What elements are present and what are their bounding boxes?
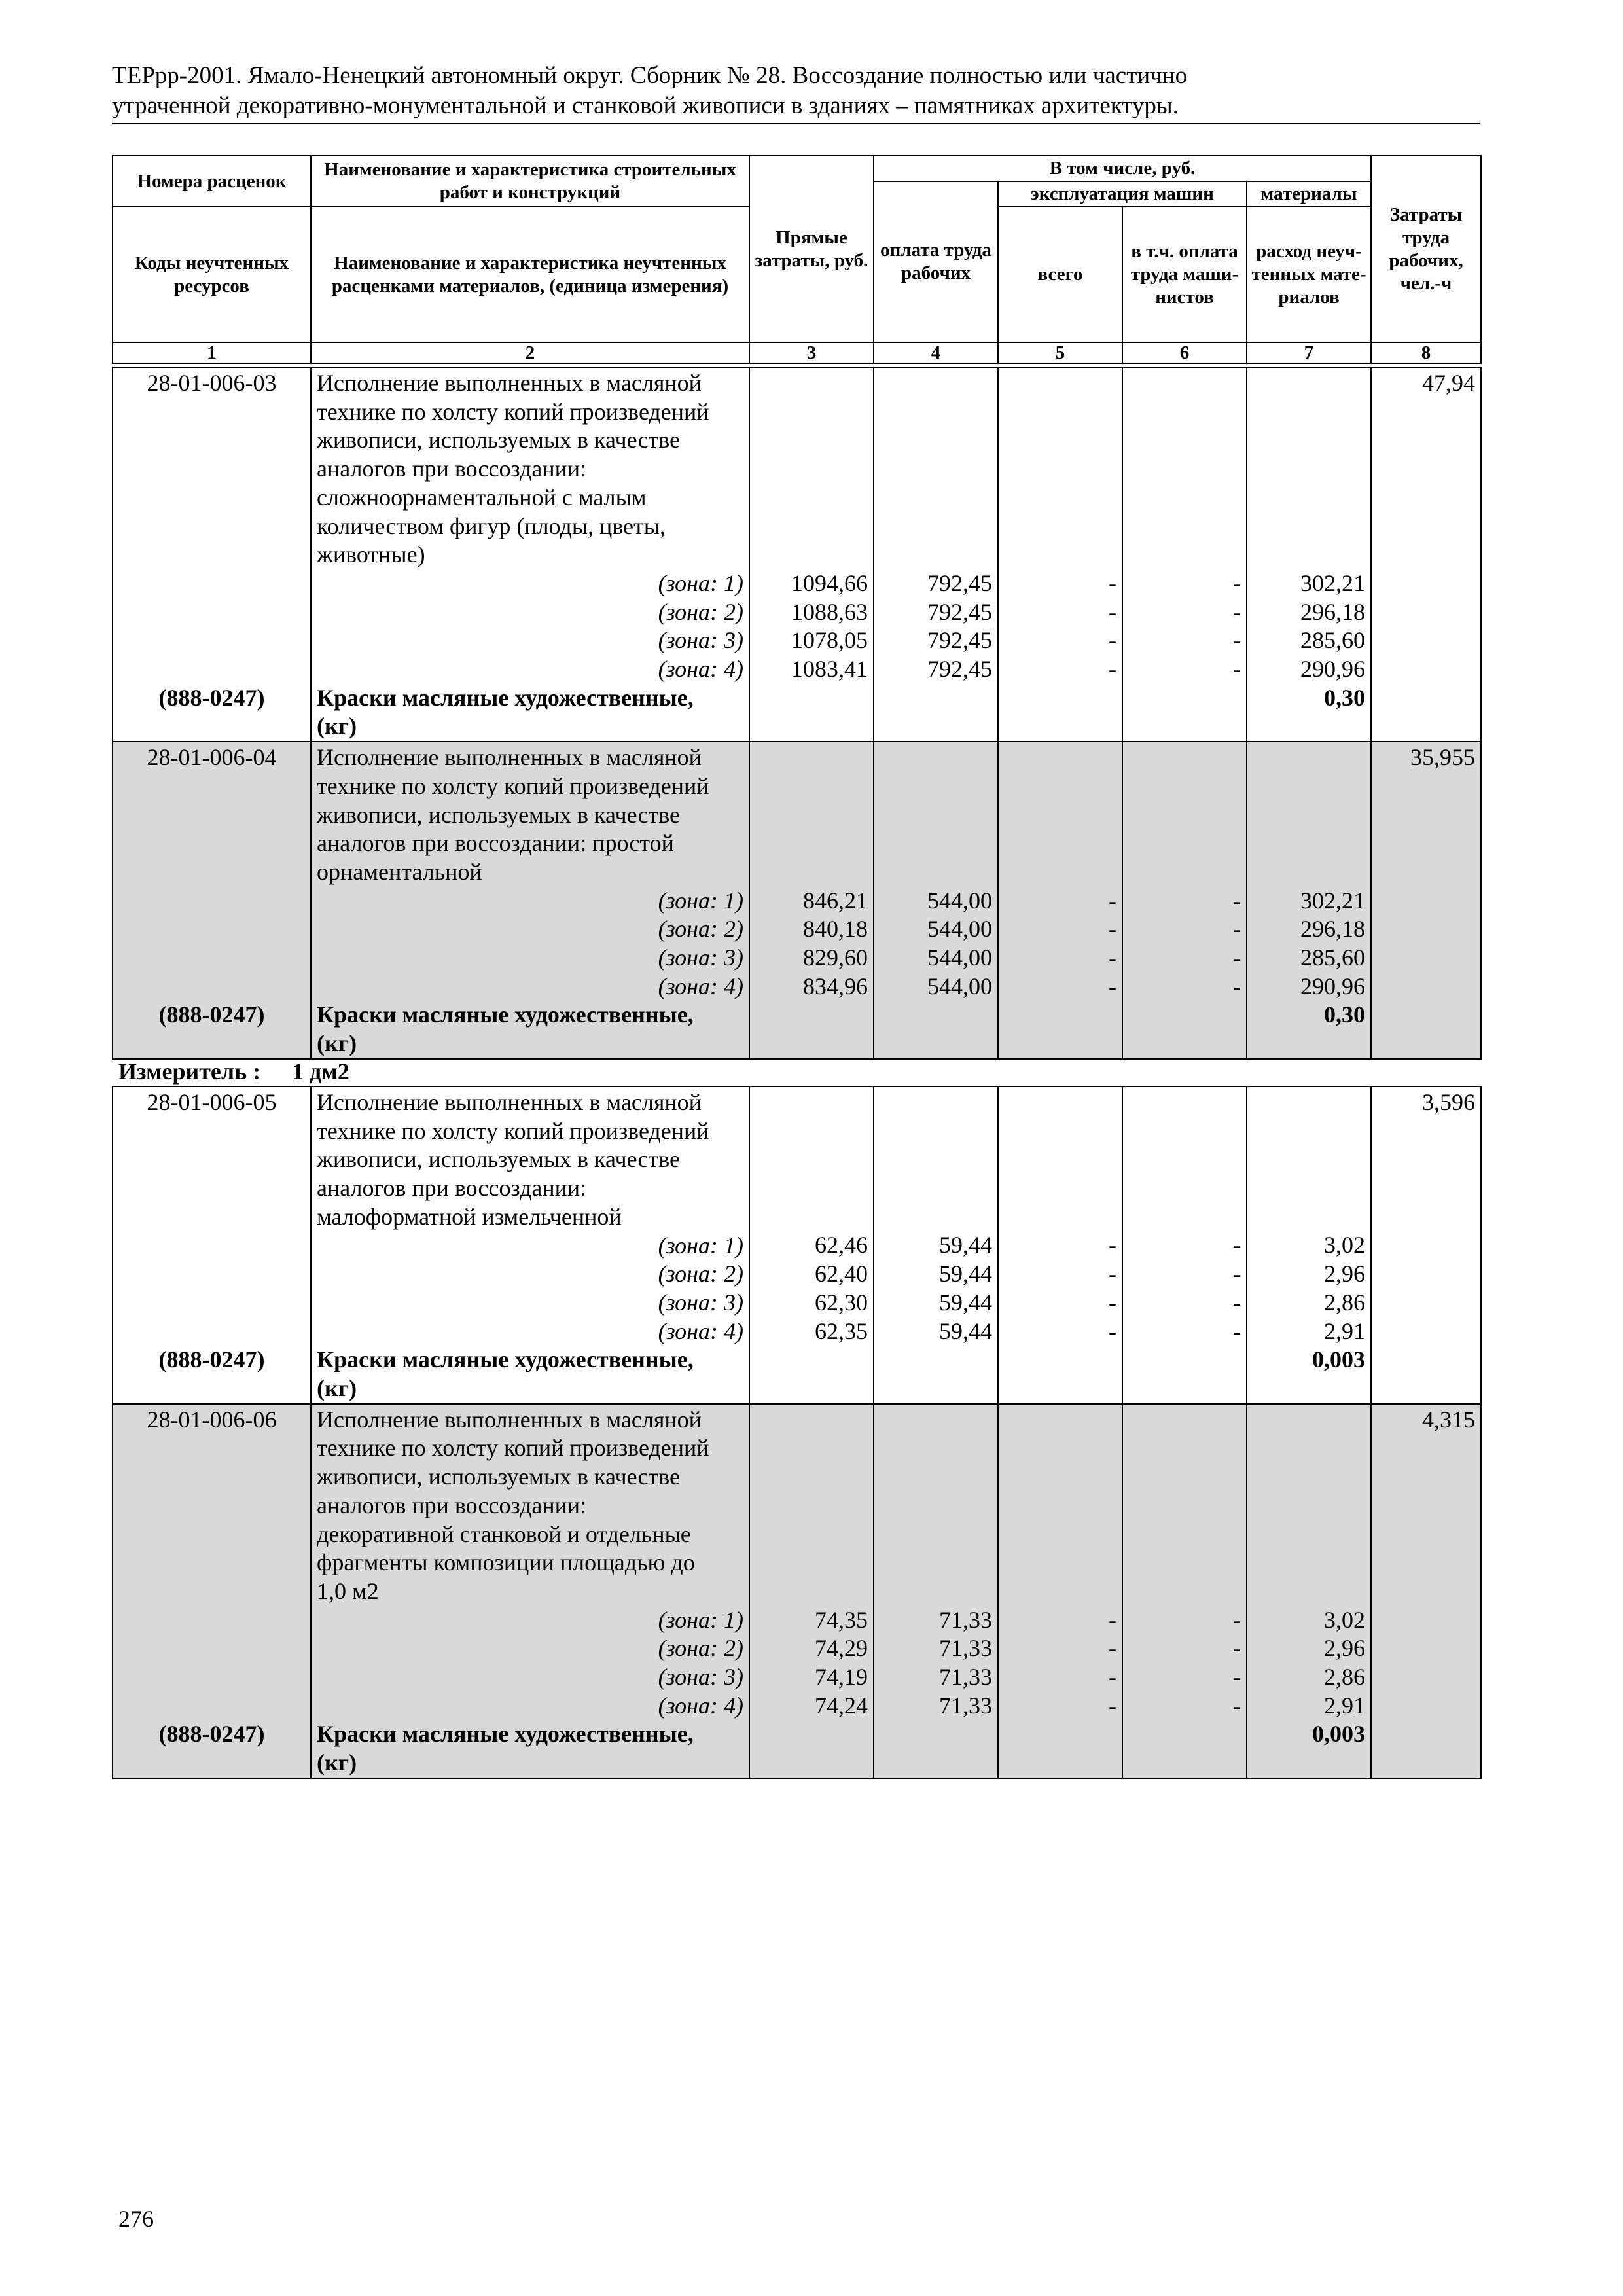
direct-costs-value: 62,30 — [815, 1289, 868, 1316]
workers-pay-value: 59,44 — [939, 1318, 992, 1344]
description-line: сложноорнаментальной с малым — [317, 484, 647, 511]
machines-total-value: - — [1109, 973, 1116, 999]
materials-value: 3,02 — [1324, 1232, 1365, 1259]
machinists-pay-value: - — [1233, 627, 1241, 654]
rate-code: 28-01-006-03 — [147, 370, 277, 396]
header-rule — [112, 123, 1480, 124]
workers-pay-value: 71,33 — [939, 1663, 992, 1690]
resource-qty: 0,30 — [1324, 684, 1365, 711]
materials-value: 2,86 — [1324, 1289, 1365, 1316]
resource-name: Краски масляные художественные, — [317, 1721, 694, 1748]
col-work-name: Наименование и характеристика строительных работ и конструкций — [311, 156, 749, 207]
workers-pay-value: 792,45 — [927, 655, 992, 682]
description-line: 1,0 м2 — [317, 1577, 379, 1604]
machines-total-value: - — [1109, 1692, 1116, 1719]
machines-total-value: - — [1109, 1232, 1116, 1259]
table-row — [113, 367, 1481, 742]
materials-value: 2,96 — [1324, 1635, 1365, 1662]
col-machines: эксплуатация машин — [998, 181, 1247, 207]
machines-total-value: - — [1109, 569, 1116, 596]
materials-value: 2,91 — [1324, 1318, 1365, 1344]
rate-code-cell — [113, 742, 311, 1059]
resource-qty: 0,003 — [1312, 1346, 1365, 1373]
resource-name: Краски масляные художественные, — [317, 1001, 694, 1028]
labor-costs-value: 47,94 — [1422, 370, 1475, 396]
description-line: орнаментальной — [317, 858, 482, 885]
resource-qty: 0,30 — [1324, 1001, 1365, 1028]
description-line: живописи, используемых в качестве — [317, 801, 680, 828]
workers-pay-value: 544,00 — [927, 916, 992, 942]
workers-pay-value: 71,33 — [939, 1692, 992, 1719]
workers-pay-cell — [874, 742, 998, 1059]
materials-value: 3,02 — [1324, 1606, 1365, 1633]
description-line: технике по холсту копий произведений — [317, 1117, 709, 1144]
machinists-pay-cell — [1122, 742, 1247, 1059]
materials-cell — [1247, 367, 1371, 742]
machines-total-value: - — [1109, 1318, 1116, 1344]
machinists-pay-value: - — [1233, 1318, 1241, 1344]
col-number: 2 — [311, 342, 749, 363]
direct-costs-value: 834,96 — [803, 973, 868, 999]
resource-name: (кг) — [317, 1375, 357, 1402]
zone-label: (зона: 3) — [658, 627, 743, 654]
direct-costs-value: 74,19 — [815, 1663, 868, 1690]
measure-value: 1 дм2 — [292, 1058, 349, 1085]
machinists-pay-cell — [1122, 1086, 1247, 1404]
description-line: технике по холсту копий произведений — [317, 772, 709, 799]
workers-pay-value: 792,45 — [927, 569, 992, 596]
resource-name: (кг) — [317, 1749, 357, 1776]
machinists-pay-cell — [1122, 1404, 1247, 1778]
direct-costs-value: 74,24 — [815, 1692, 868, 1719]
direct-costs-value: 1083,41 — [791, 655, 868, 682]
machines-total-value: - — [1109, 1289, 1116, 1316]
labor-costs-cell — [1371, 742, 1481, 1059]
col-rate-numbers: Номера расценок — [113, 156, 311, 207]
description-line: животные) — [317, 541, 425, 568]
machinists-pay-value: - — [1233, 1606, 1241, 1633]
rate-code: 28-01-006-06 — [147, 1406, 277, 1433]
table-header — [112, 155, 1482, 364]
workers-pay-value: 544,00 — [927, 973, 992, 999]
machines-total-value: - — [1109, 944, 1116, 971]
zone-label: (зона: 3) — [658, 1289, 743, 1316]
resource-qty: 0,003 — [1312, 1721, 1365, 1748]
machines-total-value: - — [1109, 627, 1116, 654]
materials-value: 2,86 — [1324, 1663, 1365, 1690]
description-line: аналогов при воссоздании: — [317, 1492, 587, 1518]
col-number: 3 — [749, 342, 874, 363]
labor-costs-value: 35,955 — [1410, 744, 1475, 771]
machinists-pay-value: - — [1233, 1289, 1241, 1316]
resource-name: Краски масляные художественные, — [317, 684, 694, 711]
machines-total-cell — [998, 1404, 1122, 1778]
direct-costs-value: 62,46 — [815, 1232, 868, 1259]
machinists-pay-value: - — [1233, 1635, 1241, 1662]
workers-pay-value: 792,45 — [927, 627, 992, 654]
labor-costs-value: 3,596 — [1422, 1089, 1475, 1115]
materials-value: 296,18 — [1300, 598, 1365, 625]
zone-label: (зона: 3) — [658, 944, 743, 971]
col-direct-costs: Прямые затраты, руб. — [749, 156, 874, 342]
rate-code: 28-01-006-04 — [147, 744, 277, 771]
page-header — [112, 61, 1480, 121]
materials-value: 296,18 — [1300, 916, 1365, 942]
workers-pay-cell — [874, 1086, 998, 1404]
workers-pay-value: 59,44 — [939, 1232, 992, 1259]
col-materials: материалы — [1247, 181, 1371, 207]
machinists-pay-value: - — [1233, 598, 1241, 625]
workers-pay-value: 71,33 — [939, 1606, 992, 1633]
zone-label: (зона: 2) — [658, 1635, 743, 1662]
direct-costs-cell — [749, 1404, 874, 1778]
col-consumption: расход неуч-тенных мате-риалов — [1247, 207, 1371, 342]
materials-cell — [1247, 1086, 1371, 1404]
col-number: 7 — [1247, 342, 1371, 363]
zone-label: (зона: 4) — [658, 973, 743, 999]
materials-value: 302,21 — [1300, 887, 1365, 914]
labor-costs-cell — [1371, 1404, 1481, 1778]
direct-costs-cell — [749, 1086, 874, 1404]
workers-pay-value: 71,33 — [939, 1635, 992, 1662]
description-line: технике по холсту копий произведений — [317, 398, 709, 425]
description-line: Исполнение выполненных в масляной — [317, 1406, 702, 1433]
description-line: аналогов при воссоздании: — [317, 1175, 587, 1202]
col-number: 1 — [113, 342, 311, 363]
machines-total-value: - — [1109, 1261, 1116, 1287]
header-line-1: ТЕРрр-2001. Ямало-Ненецкий автономный округ. Сборник № 28. Воссоздание полностью или частично — [112, 62, 1188, 89]
direct-costs-value: 74,35 — [815, 1606, 868, 1633]
col-number: 6 — [1122, 342, 1247, 363]
resource-code: (888-0247) — [158, 1346, 265, 1373]
description-line: декоративной станковой и отдельные — [317, 1520, 691, 1547]
direct-costs-value: 62,35 — [815, 1318, 868, 1344]
zone-label: (зона: 1) — [658, 1232, 743, 1259]
machinists-pay-value: - — [1233, 887, 1241, 914]
col-including: В том числе, руб. — [874, 156, 1371, 181]
machines-total-value: - — [1109, 655, 1116, 682]
rates-table-1 — [112, 367, 1482, 1060]
machinists-pay-value: - — [1233, 1692, 1241, 1719]
direct-costs-value: 1094,66 — [791, 569, 868, 596]
col-incl-machinists: в т.ч. оплата труда маши-нистов — [1122, 207, 1247, 342]
labor-costs-value: 4,315 — [1422, 1406, 1475, 1433]
resource-name: (кг) — [317, 713, 357, 740]
materials-value: 285,60 — [1300, 944, 1365, 971]
materials-cell — [1247, 1404, 1371, 1778]
machinists-pay-value: - — [1233, 655, 1241, 682]
col-total: всего — [998, 207, 1122, 342]
resource-name: (кг) — [317, 1030, 357, 1057]
rate-code-cell — [113, 1404, 311, 1778]
resource-code: (888-0247) — [158, 1001, 265, 1028]
materials-value: 290,96 — [1300, 973, 1365, 999]
measure-label: Измеритель : — [118, 1058, 261, 1085]
col-number: 5 — [998, 342, 1122, 363]
zone-label: (зона: 1) — [658, 887, 743, 914]
rate-code-cell — [113, 367, 311, 742]
direct-costs-value: 1078,05 — [791, 627, 868, 654]
direct-costs-value: 829,60 — [803, 944, 868, 971]
description-line: фрагменты композиции площадью до — [317, 1549, 695, 1576]
description-line: живописи, используемых в качестве — [317, 427, 680, 454]
materials-value: 285,60 — [1300, 627, 1365, 654]
rate-code: 28-01-006-05 — [147, 1089, 277, 1115]
machines-total-value: - — [1109, 1606, 1116, 1633]
labor-costs-cell — [1371, 367, 1481, 742]
col-number: 8 — [1371, 342, 1481, 363]
table-row — [113, 1404, 1481, 1778]
resource-code: (888-0247) — [158, 1721, 265, 1748]
workers-pay-value: 544,00 — [927, 944, 992, 971]
zone-label: (зона: 4) — [658, 1318, 743, 1344]
zone-label: (зона: 4) — [658, 656, 743, 683]
machines-total-value: - — [1109, 916, 1116, 942]
rate-description-cell — [311, 742, 749, 1059]
workers-pay-value: 59,44 — [939, 1289, 992, 1316]
description-line: аналогов при воссоздании: — [317, 456, 587, 482]
machines-total-cell — [998, 367, 1122, 742]
rate-description-cell — [311, 367, 749, 742]
labor-costs-cell — [1371, 1086, 1481, 1404]
workers-pay-cell — [874, 367, 998, 742]
machines-total-value: - — [1109, 1663, 1116, 1690]
zone-label: (зона: 2) — [658, 598, 743, 625]
direct-costs-value: 74,29 — [815, 1635, 868, 1662]
col-codes: Коды неучтенных ресурсов — [113, 207, 311, 342]
rate-description-cell — [311, 1404, 749, 1778]
measure-line — [118, 1057, 349, 1086]
machinists-pay-value: - — [1233, 569, 1241, 596]
materials-value: 2,91 — [1324, 1692, 1365, 1719]
zone-label: (зона: 1) — [658, 569, 743, 596]
description-line: малоформатной измельченной — [317, 1203, 622, 1230]
machines-total-value: - — [1109, 887, 1116, 914]
col-material-name: Наименование и характеристика неучтенных расценками материалов, (единица измерения) — [311, 207, 749, 342]
machinists-pay-value: - — [1233, 944, 1241, 971]
workers-pay-value: 59,44 — [939, 1261, 992, 1287]
zone-label: (зона: 3) — [658, 1664, 743, 1691]
direct-costs-cell — [749, 742, 874, 1059]
materials-value: 290,96 — [1300, 655, 1365, 682]
zone-label: (зона: 2) — [658, 1261, 743, 1287]
resource-code: (888-0247) — [158, 684, 265, 711]
machines-total-cell — [998, 1086, 1122, 1404]
direct-costs-value: 62,40 — [815, 1261, 868, 1287]
rate-code-cell — [113, 1086, 311, 1404]
page-number: 276 — [118, 2206, 154, 2232]
direct-costs-value: 846,21 — [803, 887, 868, 914]
description-line: аналогов при воссоздании: простой — [317, 830, 674, 857]
header-line-2: утраченной декоративно-монументальной и станковой живописи в зданиях – памятниках архитектуры. — [112, 92, 1179, 119]
direct-costs-value: 1088,63 — [791, 598, 868, 625]
zone-label: (зона: 4) — [658, 1692, 743, 1719]
description-line: Исполнение выполненных в масляной — [317, 1089, 702, 1115]
machinists-pay-value: - — [1233, 1663, 1241, 1690]
direct-costs-value: 840,18 — [803, 916, 868, 942]
description-line: технике по холсту копий произведений — [317, 1435, 709, 1462]
machinists-pay-cell — [1122, 367, 1247, 742]
materials-value: 302,21 — [1300, 569, 1365, 596]
resource-name: Краски масляные художественные, — [317, 1346, 694, 1373]
machines-total-value: - — [1109, 598, 1116, 625]
description-line: Исполнение выполненных в масляной — [317, 744, 702, 771]
col-labor-costs: Затраты труда рабочих, чел.-ч — [1371, 156, 1481, 342]
zone-label: (зона: 2) — [658, 916, 743, 942]
rates-table-2 — [112, 1086, 1482, 1779]
machines-total-value: - — [1109, 1635, 1116, 1662]
machinists-pay-value: - — [1233, 973, 1241, 999]
table-row — [113, 742, 1481, 1059]
description-line: количеством фигур (плоды, цветы, — [317, 512, 666, 539]
col-number: 4 — [874, 342, 998, 363]
machinists-pay-value: - — [1233, 1261, 1241, 1287]
workers-pay-value: 544,00 — [927, 887, 992, 914]
rate-description-cell — [311, 1086, 749, 1404]
description-line: живописи, используемых в качестве — [317, 1146, 680, 1173]
table-row — [113, 1086, 1481, 1404]
description-line: Исполнение выполненных в масляной — [317, 370, 702, 396]
description-line: живописи, используемых в качестве — [317, 1463, 680, 1490]
materials-value: 2,96 — [1324, 1261, 1365, 1287]
machines-total-cell — [998, 742, 1122, 1059]
machinists-pay-value: - — [1233, 916, 1241, 942]
col-workers-pay: оплата труда рабочих — [874, 181, 998, 342]
zone-label: (зона: 1) — [658, 1606, 743, 1633]
materials-cell — [1247, 742, 1371, 1059]
workers-pay-value: 792,45 — [927, 598, 992, 625]
direct-costs-cell — [749, 367, 874, 742]
machinists-pay-value: - — [1233, 1232, 1241, 1259]
workers-pay-cell — [874, 1404, 998, 1778]
